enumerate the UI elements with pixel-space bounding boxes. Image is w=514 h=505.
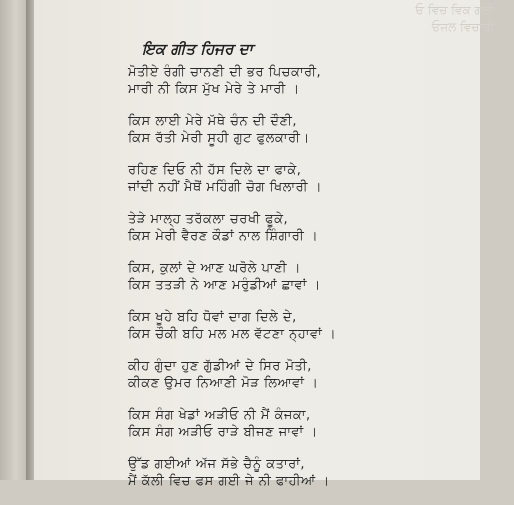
stanza xyxy=(128,113,458,147)
poem-line: ਕਿਸ ਮੇਰੀ ਵੈਰਣ ਕੌਡਾਂ ਨਾਲ ਸ਼ਿੰਗਾਰੀ । xyxy=(128,229,319,244)
poem-line: ਰਹਿਣ ਦਿਓ ਨੀ ਹੱਸ ਦਿਲੇ ਦਾ ਫਾਕੇ, xyxy=(128,163,302,178)
poem-body xyxy=(128,64,458,505)
stanza xyxy=(128,64,458,98)
bleed-line: ਓਜਲ ਵਿਚਾਰੀ xyxy=(431,20,494,34)
poem-title: ਇਕ ਗੀਤ ਹਿਜਰ ਦਾ xyxy=(142,40,253,58)
bleed-line: ਓ ਵਿਚ ਵਿਕ ਗਈ xyxy=(415,3,494,17)
poem-line: ਕੀਹ ਗੁੰਦਾ ਹੁਣ ਗੁੱਡੀਆਂ ਦੇ ਸਿਰ ਮੋਤੀ, xyxy=(128,359,312,374)
poem-line: ਮੈਂ ਕੱਲੀ ਵਿਚ ਫਸ ਗਈ ਜੇ ਨੀ ਫਾਹੀਆਂ । xyxy=(128,474,330,489)
poem-line: ਕਿਸ ਰੱਤੀ ਮੇਰੀ ਸੂਹੀ ਗੁਟ ਫੁਲਕਾਰੀ। xyxy=(128,131,310,146)
poem-line: ਕਿਸ ਖੂਹੇ ਬਹਿ ਧੋਵਾਂ ਦਾਗ ਦਿਲੇ ਦੇ, xyxy=(128,310,297,325)
stanza xyxy=(128,211,458,245)
poem-line: ਕੀਕਣ ਉਮਰ ਨਿਆਣੀ ਮੋੜ ਲਿਆਵਾਂ । xyxy=(128,376,319,391)
stanza xyxy=(128,260,458,294)
poem-line: ਕਿਸ ਲਾਈ ਮੇਰੇ ਮੱਥੇ ਚੰਨ ਦੀ ਦੌਣੀ, xyxy=(128,114,298,129)
left-page-edge xyxy=(0,0,26,480)
poem-line: ਮਾਰੀ ਨੀ ਕਿਸ ਮੁੱਖ ਮੇਰੇ ਤੇ ਮਾਰੀ । xyxy=(128,82,300,97)
stanza xyxy=(128,407,458,441)
stanza xyxy=(128,358,458,392)
stanza xyxy=(128,456,458,490)
poem-line: ਕਿਸ ਤਤੜੀ ਨੇ ਆਣ ਮਰੁੰਡੀਆਂ ਛਾਵਾਂ । xyxy=(128,278,321,293)
poem-line: ਕਿਸ, ਕੁਲਾਂ ਦੇ ਆਣ ਘਰੋਲੇ ਪਾਣੀ । xyxy=(128,261,301,276)
poem-line: ਕਿਸ ਸੰਗ ਖੇਡਾਂ ਅੜੀਓ ਨੀ ਮੈਂ ਕੰਜਕਾ, xyxy=(128,408,311,423)
poem-line: ਉੱਡ ਗਈਆਂ ਅੱਜ ਸੱਭੇ ਚੈਨੂੰ ਕਤਾਰਾਂ, xyxy=(128,457,306,472)
poem-line: ਤੇੜੇ ਮਾਲ੍ਹ ਤਰੱਕਲਾ ਚਰਖੀ ਫੂਕੇ, xyxy=(128,212,289,227)
poem-line: ਜਾਂਦੀ ਨਹੀਂ ਮੈਥੋਂ ਮਹਿੰਗੀ ਚੋਗ ਖਿਲਾਰੀ । xyxy=(128,180,322,195)
stanza xyxy=(128,162,458,196)
poem-line: ਕਿਸ ਸੰਗ ਅੜੀਓ ਰਾੜੇ ਬੀਜਣ ਜਾਵਾਂ । xyxy=(128,425,318,440)
poem-line: ਕਿਸ ਚੌਕੀ ਬਹਿ ਮਲ ਮਲ ਵੱਟਣਾ ਨ੍ਹਾਵਾਂ । xyxy=(128,327,337,342)
bleed-through-text xyxy=(334,2,514,36)
poem-line: ਮੋਤੀਏ ਰੰਗੀ ਚਾਨਣੀ ਦੀ ਭਰ ਪਿਚਕਾਰੀ, xyxy=(128,65,322,80)
stanza xyxy=(128,309,458,343)
book-gutter xyxy=(26,0,34,480)
